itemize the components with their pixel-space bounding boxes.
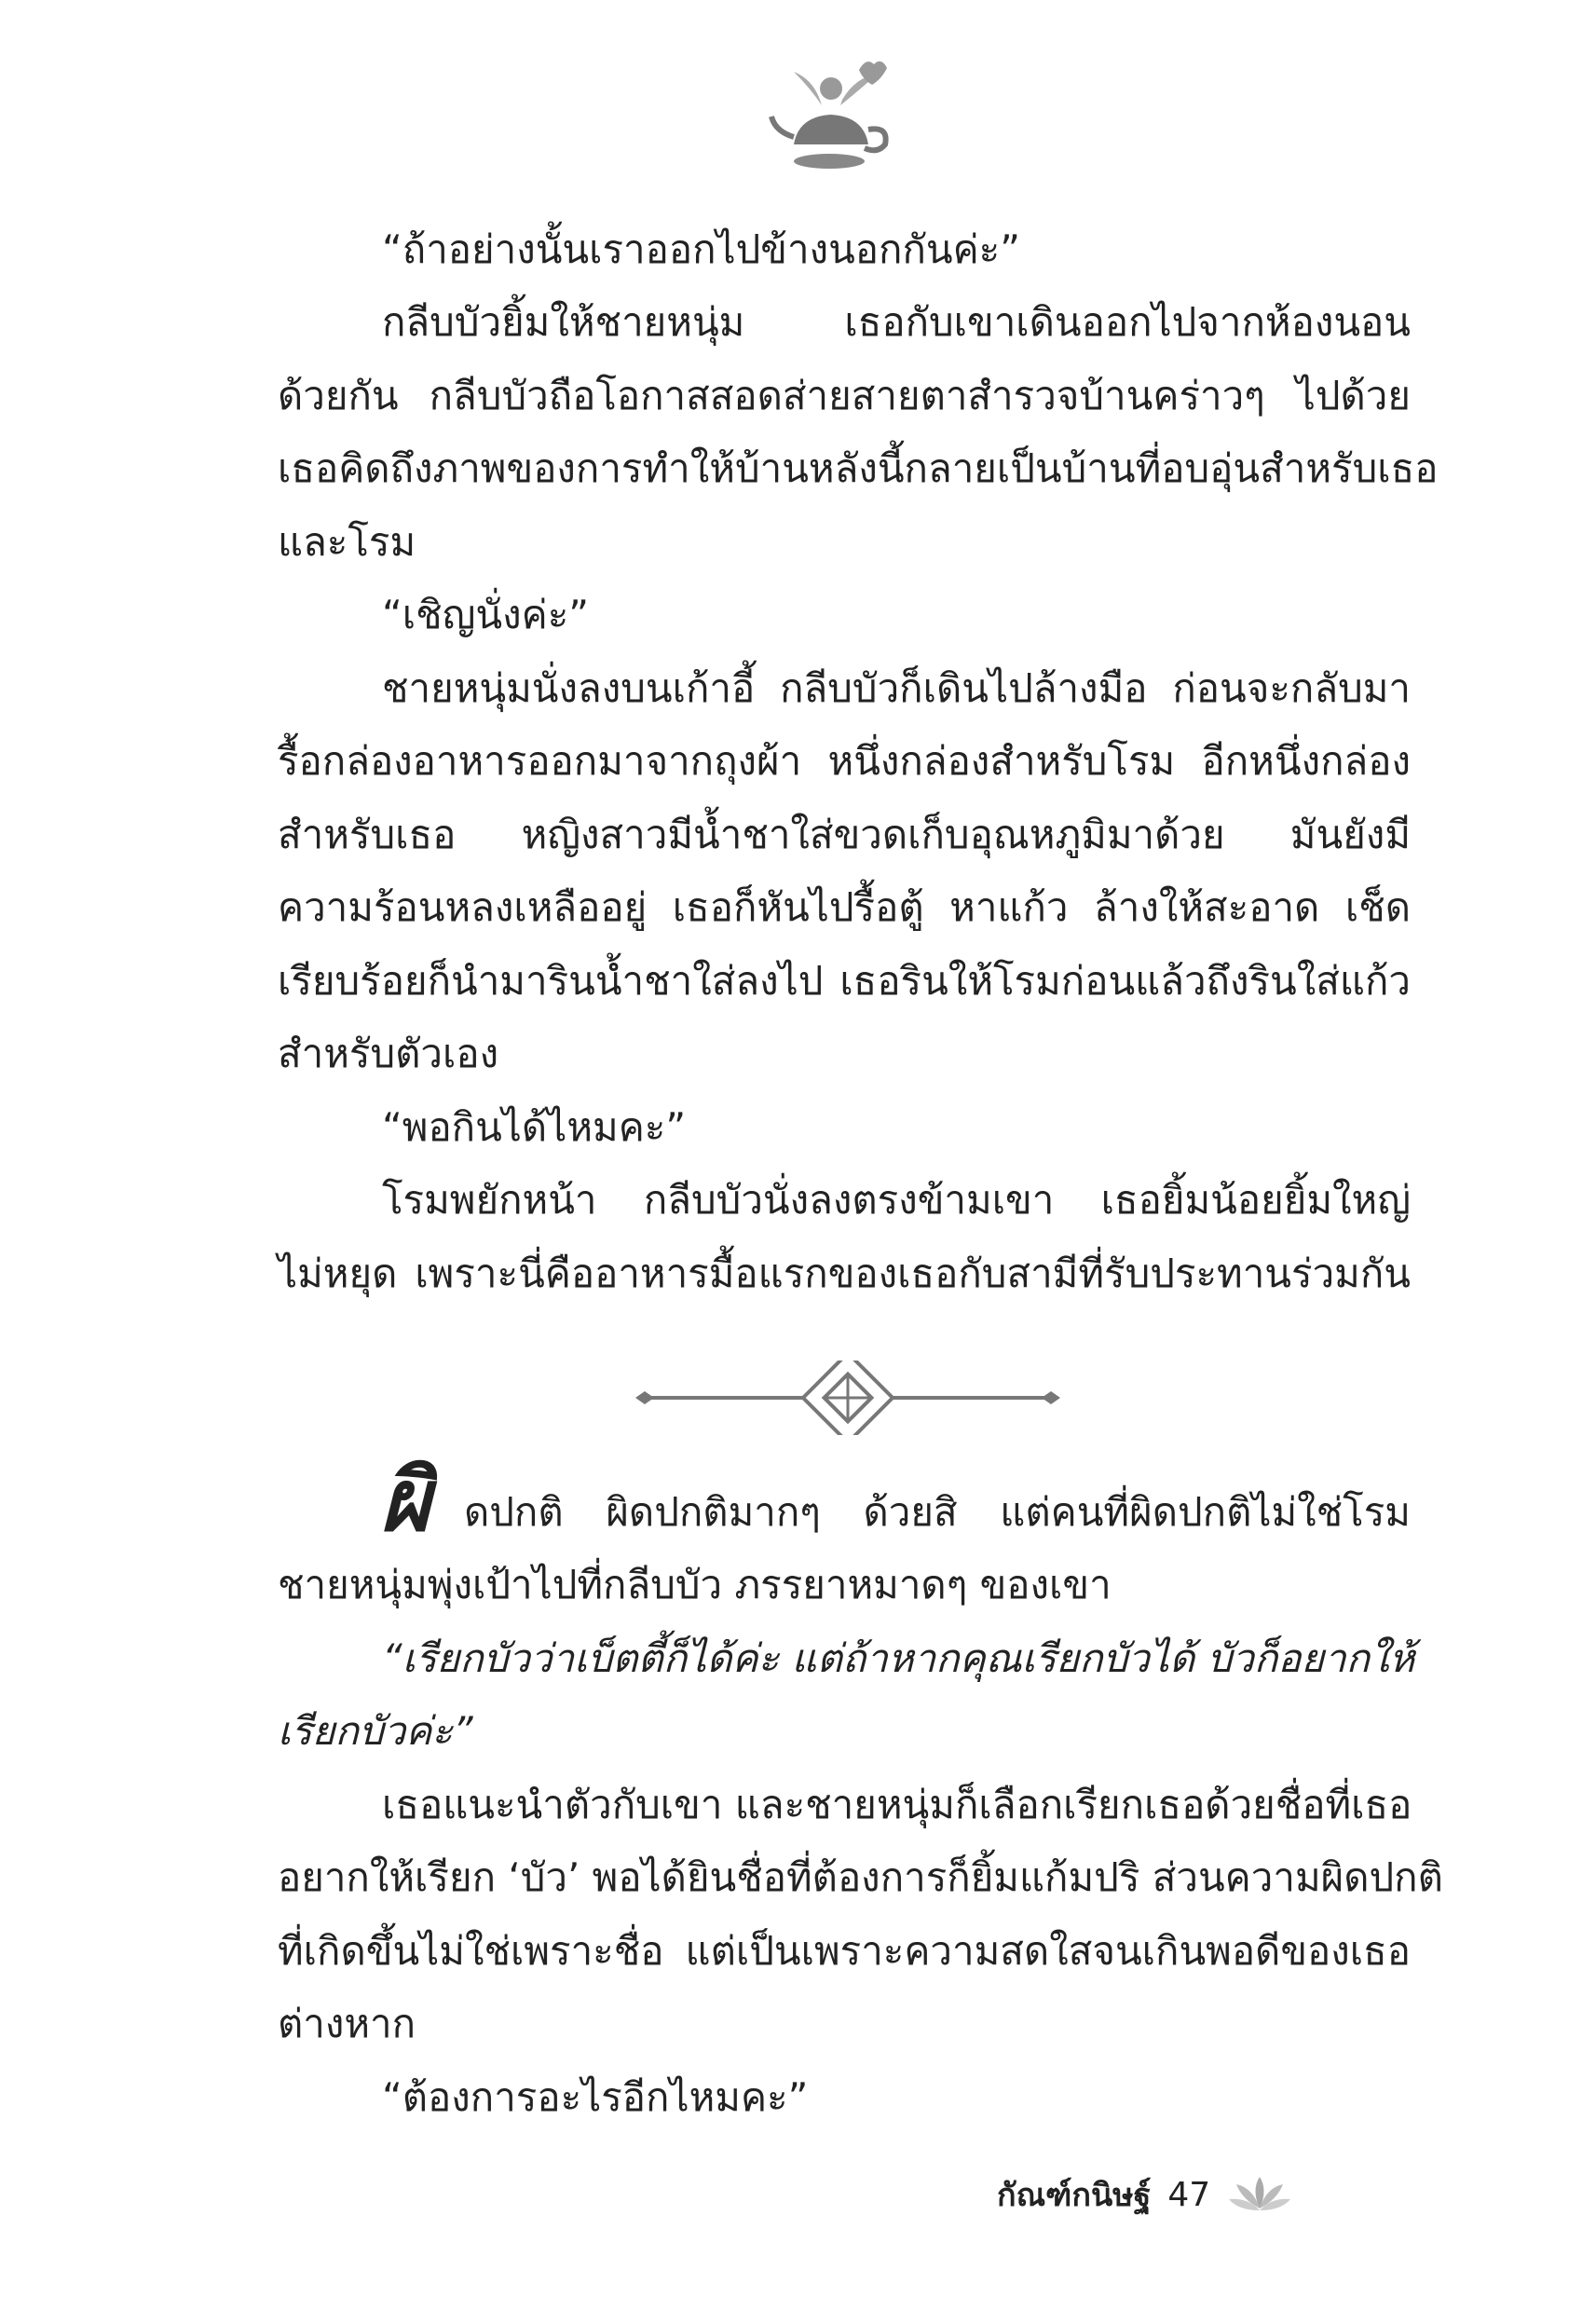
- text-line: ความร้อนหลงเหลืออยู่ เธอก็หันไปรื้อตู้ หาแก้ว ล้างให้สะอาด เช็ด: [278, 884, 1411, 930]
- text-line: ต่างหาก: [278, 2001, 416, 2046]
- book-title: กัณฑ์กนิษฐ์: [997, 2177, 1152, 2214]
- text-line: กลีบบัวยิ้มให้ชายหนุ่ม เธอกับเขาเดินออกไปจากห้องนอน: [382, 299, 1411, 345]
- text-line: “ต้องการอะไรอีกไหมคะ”: [382, 2074, 809, 2120]
- text-line: อยากให้เรียก ‘บัว’ พอได้ยินชื่อที่ต้องการก็ยิ้มแก้มปริ ส่วนความผิดปกติ: [278, 1854, 1443, 1900]
- text-line: “เรียกบัวว่าเบ็ตตี้ก็ได้ค่ะ แต่ถ้าหากคุณเรียกบัวได้ บัวก็อยากให้: [382, 1635, 1415, 1681]
- text-line: “ถ้าอย่างนั้นเราออกไปข้างนอกกันค่ะ”: [382, 226, 1021, 272]
- text-line: สำหรับตัวเอง: [278, 1031, 499, 1076]
- text-line: สำหรับเธอ หญิงสาวมีน้ำชาใส่ขวดเก็บอุณหภูมิมาด้วย มันยังมี: [278, 812, 1411, 857]
- text-line: รื้อกล่องอาหารออกมาจากถุงผ้า หนึ่งกล่องสำหรับโรม อีกหนึ่งกล่อง: [278, 738, 1411, 784]
- text-line: ดปกติ ผิดปกติมากๆ ด้วยสิ แต่คนที่ผิดปกติไม่ใช่โรม: [464, 1489, 1411, 1535]
- text-line: และโรม: [278, 519, 416, 565]
- text-line: “พอกินได้ไหมคะ”: [382, 1104, 687, 1150]
- text-line: ชายหนุ่มพุ่งเป้าไปที่กลีบบัว ภรรยาหมาดๆ ของเขา: [278, 1562, 1112, 1607]
- text-line: ที่เกิดขึ้นไม่ใช่เพราะชื่อ แต่เป็นเพราะความสดใสจนเกินพอดีของเธอ: [278, 1928, 1411, 1974]
- diamond-divider-icon: [634, 1361, 1062, 1435]
- text-line: เธอคิดถึงภาพของการทำให้บ้านหลังนี้กลายเป็นบ้านที่อบอุ่นสำหรับเธอ: [278, 445, 1439, 491]
- text-line: ด้วยกัน กลีบบัวถือโอกาสสอดส่ายสายตาสำรวจบ้านคร่าวๆ ไปด้วย: [278, 373, 1411, 418]
- text-line: ชายหนุ่มนั่งลงบนเก้าอี้ กลีบบัวก็เดินไปล้างมือ ก่อนจะกลับมา: [382, 665, 1411, 711]
- drop-cap: ผิ: [380, 1451, 430, 1551]
- text-line: เรียบร้อยก็นำมารินน้ำชาใส่ลงไป เธอรินให้โรมก่อนแล้วถึงรินใส่แก้ว: [278, 958, 1411, 1004]
- lotus-icon: [1227, 2171, 1292, 2218]
- text-line: ไม่หยุด เพราะนี่คืออาหารมื้อแรกของเธอกับสามีที่รับประทานร่วมกัน: [278, 1251, 1411, 1296]
- text-line: เธอแนะนำตัวกับเขา และชายหนุ่มก็เลือกเรียกเธอด้วยชื่อที่เธอ: [382, 1782, 1412, 1827]
- text-line: เรียกบัวค่ะ”: [278, 1708, 473, 1754]
- text-line: “เชิญนั่งค่ะ”: [382, 592, 590, 637]
- page-footer: [997, 2167, 1292, 2222]
- text-line: โรมพยักหน้า กลีบบัวนั่งลงตรงข้ามเขา เธอยิ้มน้อยยิ้มใหญ่: [382, 1177, 1411, 1223]
- page-number: 47: [1167, 2175, 1211, 2214]
- angel-teapot-icon: [766, 51, 896, 177]
